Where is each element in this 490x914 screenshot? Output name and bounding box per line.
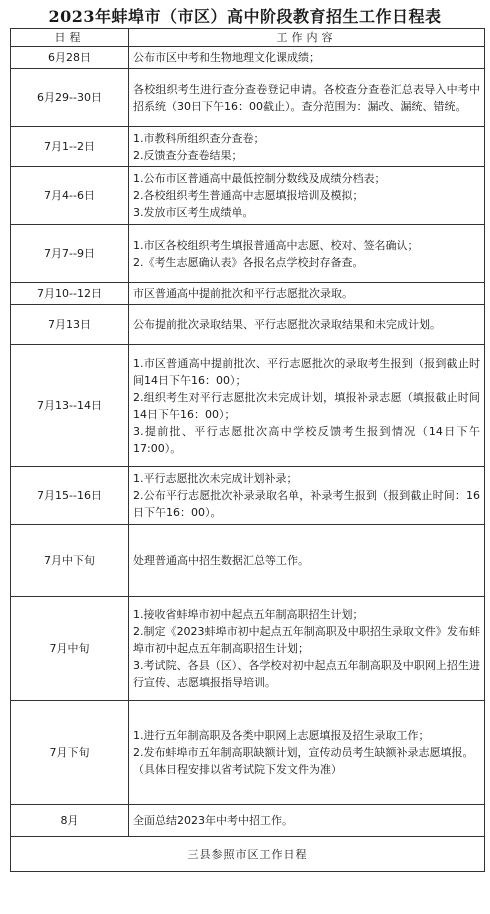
row-content [129,525,485,597]
content-line: 2.制定《2023蚌埠市初中起点五年制高职及中职招生录取文件》发布蚌埠市初中起点五年制高职招生计划； [133,625,480,655]
row-date: 7月15--16日 [11,467,129,525]
table-row [11,701,485,805]
table-row [11,805,485,837]
row-date: 7月4--6日 [11,167,129,225]
content-line: 公布市区中考和生物地理文化课成绩； [133,51,320,64]
table-row [11,167,485,225]
table-header-row [11,29,485,47]
content-line: 各校组织考生进行查分查卷登记申请。各校查分查卷汇总表导入中考中招系统（30日下午16：00截止）。查分范围为：漏改、漏统、错统。 [133,82,480,113]
table-row [11,305,485,345]
table-row [11,597,485,701]
table-row [11,127,485,167]
row-date: 7月中旬 [11,597,129,701]
row-content [129,225,485,283]
content-line: 1.市教科所组织查分查卷； [133,131,265,145]
content-line: 1.公布市区普通高中最低控制分数线及成绩分档表； [133,172,386,185]
table-row [11,69,485,127]
content-line: 2.公布平行志愿批次补录录取名单，补录考生报到（报到截止时间：16日下午16：00）。 [133,489,480,519]
content-line: 3.提前批、平行志愿批次高中学校反馈考生报到情况（14日下午17:00）。 [133,424,480,455]
table-row [11,525,485,597]
table-row [11,283,485,305]
content-line: 1.市区各校组织考生填报普通高中志愿、校对、签名确认； [133,238,419,252]
content-line: 2.发布蚌埠市五年制高职缺额计划，宣传动员考生缺额补录志愿填报。 [133,746,474,759]
content-line: 3.发放市区考生成绩单。 [133,206,254,219]
content-line: 处理普通高中招生数据汇总等工作。 [133,554,309,567]
content-line: 1.接收省蚌埠市初中起点五年制高职招生计划； [133,608,364,621]
row-date: 7月10--12日 [11,283,129,305]
content-line: 3.考试院、各县（区）、各学校对初中起点五年制高职及中职网上招生进行宣传、志愿填报指导培训。 [133,659,480,689]
header-content: 工作内容 [129,29,485,47]
content-line: 2.组织考生对平行志愿批次未完成计划，填报补录志愿（填报截止时间14日下午16：00）； [133,390,480,421]
row-date: 7月1--2日 [11,127,129,167]
footer-row [11,837,485,872]
row-date: 7月下旬 [11,701,129,805]
schedule-rows [11,47,485,837]
row-content [129,47,485,69]
schedule-table [10,28,485,872]
row-date: 8月 [11,805,129,837]
content-line: 1.进行五年制高职及各类中职网上志愿填报及招生录取工作； [133,729,430,742]
content-line: 公布提前批次录取结果、平行志愿批次录取结果和未完成计划。 [133,318,441,331]
row-content [129,467,485,525]
content-line: 2.各校组织考生普通高中志愿填报培训及模拟； [133,189,364,202]
row-content [129,283,485,305]
table-row [11,47,485,69]
row-content [129,305,485,345]
content-line: 市区普通高中提前批次和平行志愿批次录取。 [133,287,353,300]
row-content [129,345,485,467]
table-row [11,225,485,283]
row-content [129,597,485,701]
row-content [129,701,485,805]
row-date: 7月13日 [11,305,129,345]
row-date: 6月29--30日 [11,69,129,127]
page-title: 2023年蚌埠市（市区）高中阶段教育招生工作日程表 [48,7,442,26]
row-content [129,167,485,225]
row-date: 7月中下旬 [11,525,129,597]
content-line: 2.《考生志愿确认表》各报名点学校封存备查。 [133,255,364,269]
header-date: 日程 [11,29,129,47]
row-content [129,69,485,127]
content-line: 2.反馈查分查卷结果； [133,148,243,162]
content-line: 1.平行志愿批次未完成计划补录； [133,472,298,485]
row-content [129,127,485,167]
row-date: 7月7--9日 [11,225,129,283]
row-content [129,805,485,837]
content-line: （具体日程安排以省考试院下发文件为准） [133,763,342,776]
content-line: 1.市区普通高中提前批次、平行志愿批次的录取考生报到（报到截止时间14日下午16：00）； [133,356,480,387]
table-row [11,345,485,467]
row-date: 7月13--14日 [11,345,129,467]
content-line: 全面总结2023年中考中招工作。 [133,814,293,827]
table-row [11,467,485,525]
footer-note: 三县参照市区工作日程 [11,837,485,872]
row-date: 6月28日 [11,47,129,69]
